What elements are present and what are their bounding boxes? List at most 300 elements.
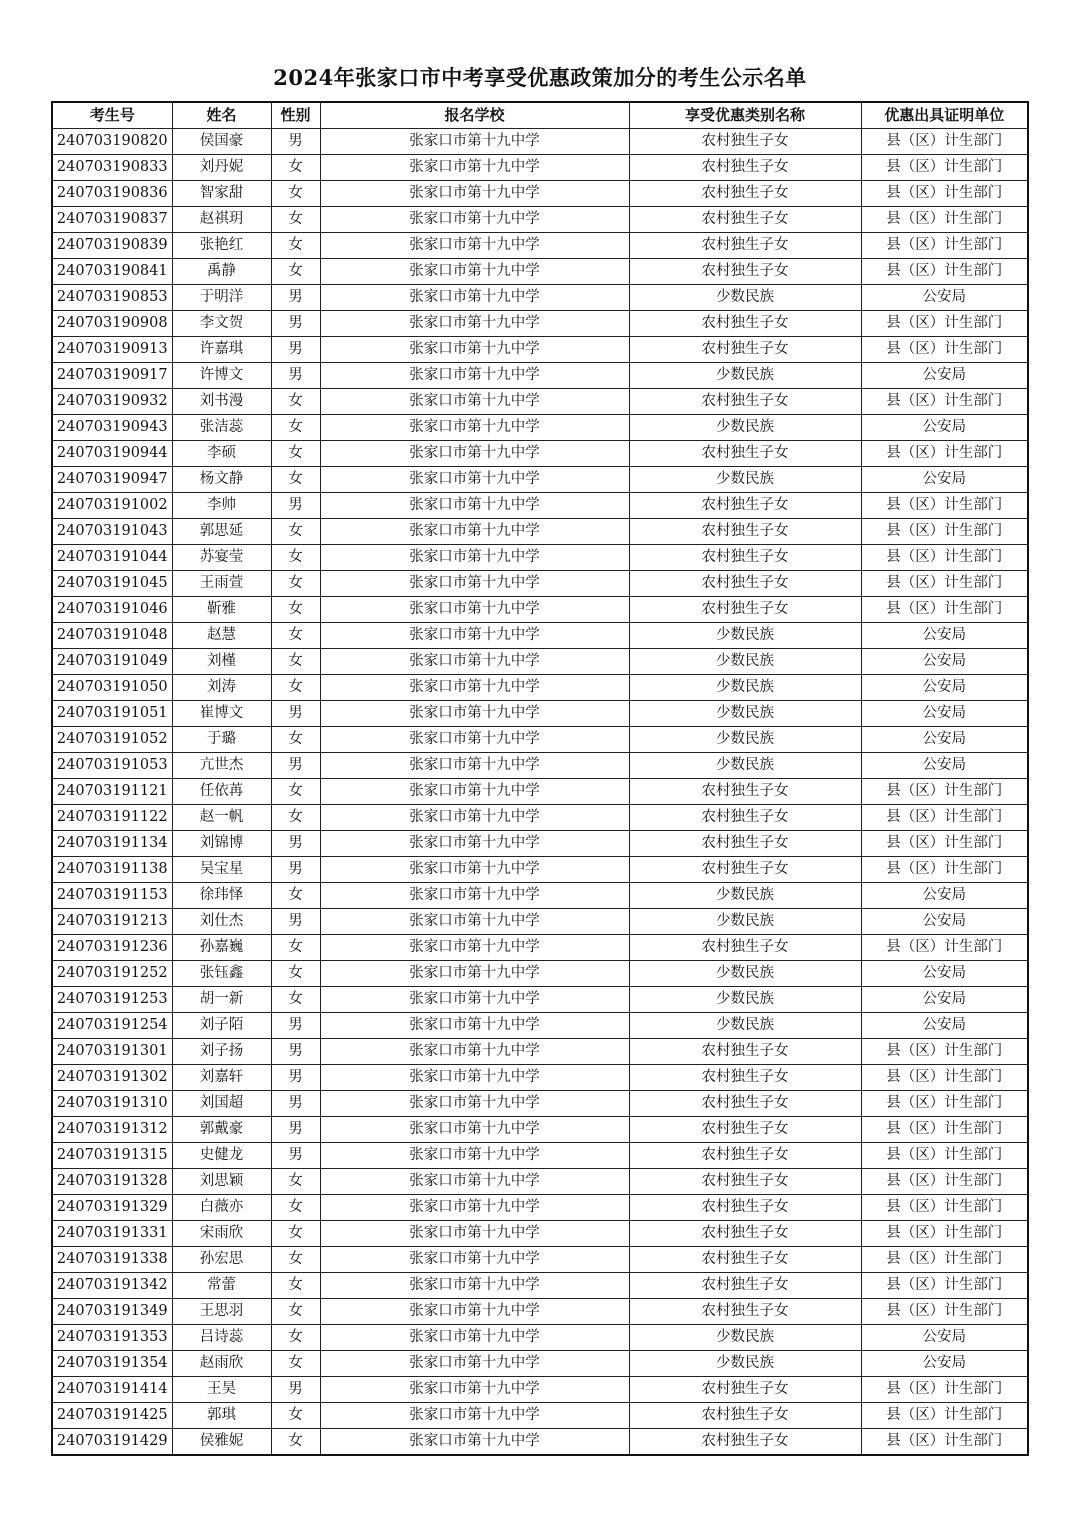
cell-name: 侯国豪 [172,129,271,155]
cell-preference-category: 农村独生子女 [629,1429,861,1456]
cell-gender: 女 [271,727,320,753]
cell-certifying-unit: 县（区）计生部门 [861,129,1028,155]
cell-exam-id: 240703191049 [52,649,172,675]
column-header-certifying-unit: 优惠出具证明单位 [861,102,1028,129]
cell-exam-id: 240703191051 [52,701,172,727]
table-row [52,155,1028,181]
cell-name: 亢世杰 [172,753,271,779]
cell-name: 王昊 [172,1377,271,1403]
cell-preference-category: 农村独生子女 [629,1221,861,1247]
cell-school: 张家口市第十九中学 [320,467,629,493]
cell-school: 张家口市第十九中学 [320,857,629,883]
column-header-exam-id: 考生号 [52,102,172,129]
cell-preference-category: 农村独生子女 [629,441,861,467]
table-row [52,623,1028,649]
cell-preference-category: 农村独生子女 [629,129,861,155]
cell-certifying-unit: 公安局 [861,1013,1028,1039]
cell-name: 郭思延 [172,519,271,545]
cell-preference-category: 农村独生子女 [629,389,861,415]
table-row [52,363,1028,389]
cell-exam-id: 240703191302 [52,1065,172,1091]
table-row [52,233,1028,259]
cell-name: 刘子扬 [172,1039,271,1065]
cell-name: 刘国超 [172,1091,271,1117]
cell-certifying-unit: 公安局 [861,753,1028,779]
cell-exam-id: 240703191044 [52,545,172,571]
cell-gender: 男 [271,363,320,389]
table-row [52,311,1028,337]
cell-gender: 女 [271,181,320,207]
cell-school: 张家口市第十九中学 [320,1117,629,1143]
table-row [52,987,1028,1013]
cell-school: 张家口市第十九中学 [320,1221,629,1247]
table-row [52,1195,1028,1221]
cell-certifying-unit: 县（区）计生部门 [861,1299,1028,1325]
cell-certifying-unit: 县（区）计生部门 [861,571,1028,597]
page-title: 2024年张家口市中考享受优惠政策加分的考生公示名单 [273,65,807,90]
table-row [52,1091,1028,1117]
cell-preference-category: 少数民族 [629,1325,861,1351]
cell-gender: 女 [271,805,320,831]
cell-exam-id: 240703190913 [52,337,172,363]
cell-exam-id: 240703190943 [52,415,172,441]
cell-exam-id: 240703190836 [52,181,172,207]
cell-preference-category: 少数民族 [629,1013,861,1039]
cell-school: 张家口市第十九中学 [320,883,629,909]
cell-preference-category: 农村独生子女 [629,1377,861,1403]
table-row [52,415,1028,441]
cell-gender: 女 [271,1299,320,1325]
cell-school: 张家口市第十九中学 [320,571,629,597]
cell-gender: 女 [271,1195,320,1221]
candidate-table [51,101,1029,1456]
cell-exam-id: 240703191052 [52,727,172,753]
cell-gender: 女 [271,1247,320,1273]
cell-certifying-unit: 县（区）计生部门 [861,181,1028,207]
cell-certifying-unit: 县（区）计生部门 [861,1195,1028,1221]
cell-school: 张家口市第十九中学 [320,519,629,545]
cell-certifying-unit: 县（区）计生部门 [861,259,1028,285]
cell-preference-category: 少数民族 [629,987,861,1013]
cell-certifying-unit: 县（区）计生部门 [861,311,1028,337]
column-header-preference-category: 享受优惠类别名称 [629,102,861,129]
table-row [52,779,1028,805]
cell-exam-id: 240703191253 [52,987,172,1013]
cell-preference-category: 农村独生子女 [629,337,861,363]
table-row [52,753,1028,779]
cell-certifying-unit: 公安局 [861,987,1028,1013]
cell-preference-category: 农村独生子女 [629,1039,861,1065]
cell-name: 赵慧 [172,623,271,649]
table-row [52,701,1028,727]
table-row [52,1247,1028,1273]
cell-gender: 女 [271,649,320,675]
table-row [52,337,1028,363]
table-row [52,1039,1028,1065]
cell-preference-category: 少数民族 [629,1351,861,1377]
cell-name: 郭戴豪 [172,1117,271,1143]
cell-name: 张洁蕊 [172,415,271,441]
cell-preference-category: 农村独生子女 [629,831,861,857]
cell-school: 张家口市第十九中学 [320,1325,629,1351]
cell-name: 李帅 [172,493,271,519]
table-row [52,571,1028,597]
cell-exam-id: 240703191236 [52,935,172,961]
cell-preference-category: 农村独生子女 [629,1143,861,1169]
table-row [52,1065,1028,1091]
cell-certifying-unit: 县（区）计生部门 [861,1065,1028,1091]
column-header-name: 姓名 [172,102,271,129]
cell-name: 禹静 [172,259,271,285]
cell-gender: 女 [271,467,320,493]
cell-gender: 男 [271,337,320,363]
cell-certifying-unit: 公安局 [861,961,1028,987]
cell-gender: 女 [271,389,320,415]
cell-preference-category: 农村独生子女 [629,311,861,337]
cell-certifying-unit: 县（区）计生部门 [861,1221,1028,1247]
cell-preference-category: 农村独生子女 [629,571,861,597]
cell-school: 张家口市第十九中学 [320,1429,629,1456]
cell-school: 张家口市第十九中学 [320,987,629,1013]
cell-certifying-unit: 公安局 [861,649,1028,675]
table-row [52,831,1028,857]
cell-certifying-unit: 县（区）计生部门 [861,1117,1028,1143]
cell-preference-category: 农村独生子女 [629,519,861,545]
cell-exam-id: 240703190853 [52,285,172,311]
table-row [52,285,1028,311]
cell-certifying-unit: 公安局 [861,701,1028,727]
table-row [52,1299,1028,1325]
cell-gender: 女 [271,883,320,909]
cell-gender: 女 [271,675,320,701]
cell-exam-id: 240703191315 [52,1143,172,1169]
cell-school: 张家口市第十九中学 [320,415,629,441]
cell-gender: 男 [271,1039,320,1065]
cell-name: 白薇亦 [172,1195,271,1221]
cell-certifying-unit: 县（区）计生部门 [861,519,1028,545]
cell-gender: 男 [271,311,320,337]
cell-preference-category: 少数民族 [629,883,861,909]
cell-exam-id: 240703190820 [52,129,172,155]
cell-name: 胡一新 [172,987,271,1013]
cell-exam-id: 240703191338 [52,1247,172,1273]
table-row [52,493,1028,519]
table-row [52,519,1028,545]
cell-exam-id: 240703190944 [52,441,172,467]
cell-certifying-unit: 县（区）计生部门 [861,1403,1028,1429]
cell-preference-category: 农村独生子女 [629,233,861,259]
cell-name: 孙嘉巍 [172,935,271,961]
cell-school: 张家口市第十九中学 [320,129,629,155]
cell-certifying-unit: 县（区）计生部门 [861,389,1028,415]
cell-school: 张家口市第十九中学 [320,311,629,337]
cell-exam-id: 240703191213 [52,909,172,935]
table-row [52,857,1028,883]
table-row [52,961,1028,987]
table-row [52,805,1028,831]
cell-exam-id: 240703191331 [52,1221,172,1247]
cell-gender: 女 [271,1403,320,1429]
cell-preference-category: 少数民族 [629,675,861,701]
cell-school: 张家口市第十九中学 [320,1091,629,1117]
cell-certifying-unit: 县（区）计生部门 [861,1039,1028,1065]
cell-exam-id: 240703191354 [52,1351,172,1377]
cell-name: 刘丹妮 [172,155,271,181]
cell-school: 张家口市第十九中学 [320,1247,629,1273]
cell-certifying-unit: 县（区）计生部门 [861,1143,1028,1169]
cell-school: 张家口市第十九中学 [320,701,629,727]
cell-school: 张家口市第十九中学 [320,1403,629,1429]
cell-gender: 男 [271,493,320,519]
cell-certifying-unit: 公安局 [861,675,1028,701]
cell-exam-id: 240703191153 [52,883,172,909]
cell-name: 刘思颖 [172,1169,271,1195]
cell-exam-id: 240703191312 [52,1117,172,1143]
table-row [52,883,1028,909]
cell-gender: 女 [271,259,320,285]
cell-exam-id: 240703191043 [52,519,172,545]
cell-school: 张家口市第十九中学 [320,181,629,207]
cell-exam-id: 240703191138 [52,857,172,883]
cell-exam-id: 240703191053 [52,753,172,779]
cell-exam-id: 240703191121 [52,779,172,805]
cell-exam-id: 240703191122 [52,805,172,831]
cell-exam-id: 240703191429 [52,1429,172,1456]
cell-preference-category: 农村独生子女 [629,155,861,181]
cell-exam-id: 240703191134 [52,831,172,857]
cell-gender: 男 [271,1065,320,1091]
cell-name: 徐玮怿 [172,883,271,909]
table-row [52,1221,1028,1247]
cell-gender: 女 [271,415,320,441]
table-row [52,727,1028,753]
cell-preference-category: 少数民族 [629,623,861,649]
cell-preference-category: 农村独生子女 [629,1299,861,1325]
cell-school: 张家口市第十九中学 [320,493,629,519]
cell-certifying-unit: 县（区）计生部门 [861,805,1028,831]
cell-school: 张家口市第十九中学 [320,779,629,805]
cell-certifying-unit: 公安局 [861,1325,1028,1351]
cell-name: 赵一帆 [172,805,271,831]
cell-gender: 女 [271,597,320,623]
cell-name: 刘嘉轩 [172,1065,271,1091]
cell-preference-category: 农村独生子女 [629,1247,861,1273]
cell-name: 刘涛 [172,675,271,701]
cell-gender: 女 [271,233,320,259]
cell-exam-id: 240703191254 [52,1013,172,1039]
cell-certifying-unit: 县（区）计生部门 [861,1377,1028,1403]
cell-exam-id: 240703191342 [52,1273,172,1299]
cell-name: 苏宴莹 [172,545,271,571]
cell-preference-category: 农村独生子女 [629,1273,861,1299]
cell-exam-id: 240703191328 [52,1169,172,1195]
cell-name: 靳雅 [172,597,271,623]
cell-name: 刘子陌 [172,1013,271,1039]
cell-school: 张家口市第十九中学 [320,909,629,935]
cell-gender: 女 [271,207,320,233]
cell-gender: 女 [271,545,320,571]
cell-preference-category: 少数民族 [629,909,861,935]
cell-exam-id: 240703191329 [52,1195,172,1221]
cell-preference-category: 农村独生子女 [629,597,861,623]
cell-preference-category: 少数民族 [629,467,861,493]
cell-certifying-unit: 公安局 [861,1351,1028,1377]
cell-school: 张家口市第十九中学 [320,1169,629,1195]
cell-exam-id: 240703191349 [52,1299,172,1325]
cell-preference-category: 农村独生子女 [629,1195,861,1221]
cell-certifying-unit: 公安局 [861,883,1028,909]
cell-exam-id: 240703191301 [52,1039,172,1065]
cell-school: 张家口市第十九中学 [320,545,629,571]
cell-school: 张家口市第十九中学 [320,1039,629,1065]
cell-name: 张钰鑫 [172,961,271,987]
table-row [52,181,1028,207]
cell-preference-category: 农村独生子女 [629,545,861,571]
cell-certifying-unit: 县（区）计生部门 [861,155,1028,181]
table-row [52,1117,1028,1143]
table-row [52,597,1028,623]
cell-preference-category: 农村独生子女 [629,181,861,207]
cell-preference-category: 少数民族 [629,727,861,753]
cell-certifying-unit: 公安局 [861,363,1028,389]
cell-school: 张家口市第十九中学 [320,623,629,649]
cell-name: 崔博文 [172,701,271,727]
cell-name: 智家甜 [172,181,271,207]
cell-name: 刘仕杰 [172,909,271,935]
cell-gender: 女 [271,1351,320,1377]
cell-certifying-unit: 公安局 [861,467,1028,493]
cell-certifying-unit: 县（区）计生部门 [861,597,1028,623]
cell-exam-id: 240703190833 [52,155,172,181]
cell-school: 张家口市第十九中学 [320,285,629,311]
cell-preference-category: 农村独生子女 [629,207,861,233]
cell-gender: 男 [271,285,320,311]
cell-preference-category: 少数民族 [629,415,861,441]
table-row [52,1273,1028,1299]
cell-certifying-unit: 县（区）计生部门 [861,1429,1028,1456]
cell-exam-id: 240703191310 [52,1091,172,1117]
cell-preference-category: 农村独生子女 [629,1403,861,1429]
cell-exam-id: 240703190837 [52,207,172,233]
cell-gender: 女 [271,623,320,649]
cell-gender: 女 [271,1325,320,1351]
cell-preference-category: 农村独生子女 [629,493,861,519]
cell-school: 张家口市第十九中学 [320,441,629,467]
cell-gender: 男 [271,857,320,883]
table-row [52,649,1028,675]
table-header-row [52,102,1028,129]
cell-school: 张家口市第十九中学 [320,1273,629,1299]
cell-gender: 女 [271,519,320,545]
table-row [52,1143,1028,1169]
cell-name: 杨文静 [172,467,271,493]
cell-name: 孙宏思 [172,1247,271,1273]
cell-preference-category: 少数民族 [629,285,861,311]
cell-school: 张家口市第十九中学 [320,1013,629,1039]
cell-gender: 女 [271,571,320,597]
cell-gender: 男 [271,1117,320,1143]
cell-name: 许嘉琪 [172,337,271,363]
cell-preference-category: 少数民族 [629,961,861,987]
cell-preference-category: 少数民族 [629,701,861,727]
cell-gender: 男 [271,909,320,935]
cell-exam-id: 240703191002 [52,493,172,519]
table-row [52,1351,1028,1377]
cell-certifying-unit: 县（区）计生部门 [861,1169,1028,1195]
cell-exam-id: 240703190947 [52,467,172,493]
column-header-school: 报名学校 [320,102,629,129]
cell-certifying-unit: 县（区）计生部门 [861,779,1028,805]
cell-school: 张家口市第十九中学 [320,961,629,987]
cell-preference-category: 农村独生子女 [629,857,861,883]
table-row [52,1403,1028,1429]
cell-name: 张艳红 [172,233,271,259]
cell-certifying-unit: 县（区）计生部门 [861,233,1028,259]
table-row [52,207,1028,233]
cell-gender: 男 [271,701,320,727]
cell-gender: 男 [271,1377,320,1403]
cell-gender: 男 [271,753,320,779]
cell-certifying-unit: 公安局 [861,415,1028,441]
table-row [52,935,1028,961]
cell-gender: 女 [271,1169,320,1195]
cell-school: 张家口市第十九中学 [320,1351,629,1377]
cell-gender: 女 [271,935,320,961]
table-row [52,467,1028,493]
table-row [52,545,1028,571]
cell-certifying-unit: 县（区）计生部门 [861,1091,1028,1117]
cell-preference-category: 少数民族 [629,649,861,675]
cell-gender: 女 [271,1221,320,1247]
cell-preference-category: 农村独生子女 [629,1091,861,1117]
cell-school: 张家口市第十九中学 [320,1377,629,1403]
cell-school: 张家口市第十九中学 [320,675,629,701]
cell-school: 张家口市第十九中学 [320,207,629,233]
cell-name: 常蕾 [172,1273,271,1299]
cell-school: 张家口市第十九中学 [320,727,629,753]
cell-name: 于明洋 [172,285,271,311]
cell-gender: 男 [271,129,320,155]
cell-name: 刘锦博 [172,831,271,857]
cell-exam-id: 240703191425 [52,1403,172,1429]
column-header-gender: 性别 [271,102,320,129]
cell-name: 任依苒 [172,779,271,805]
cell-name: 史健龙 [172,1143,271,1169]
cell-preference-category: 农村独生子女 [629,805,861,831]
cell-preference-category: 农村独生子女 [629,1169,861,1195]
cell-gender: 男 [271,1013,320,1039]
cell-certifying-unit: 县（区）计生部门 [861,1247,1028,1273]
table-row [52,1013,1028,1039]
cell-preference-category: 农村独生子女 [629,259,861,285]
cell-name: 侯雅妮 [172,1429,271,1456]
table-row [52,389,1028,415]
cell-name: 于璐 [172,727,271,753]
cell-name: 李文贺 [172,311,271,337]
cell-exam-id: 240703191045 [52,571,172,597]
table-row [52,1169,1028,1195]
table-row [52,1429,1028,1456]
cell-exam-id: 240703191046 [52,597,172,623]
cell-name: 刘槿 [172,649,271,675]
cell-school: 张家口市第十九中学 [320,1143,629,1169]
cell-school: 张家口市第十九中学 [320,1299,629,1325]
table-row [52,1377,1028,1403]
cell-exam-id: 240703190841 [52,259,172,285]
cell-school: 张家口市第十九中学 [320,831,629,857]
cell-name: 吴宝星 [172,857,271,883]
cell-exam-id: 240703191048 [52,623,172,649]
